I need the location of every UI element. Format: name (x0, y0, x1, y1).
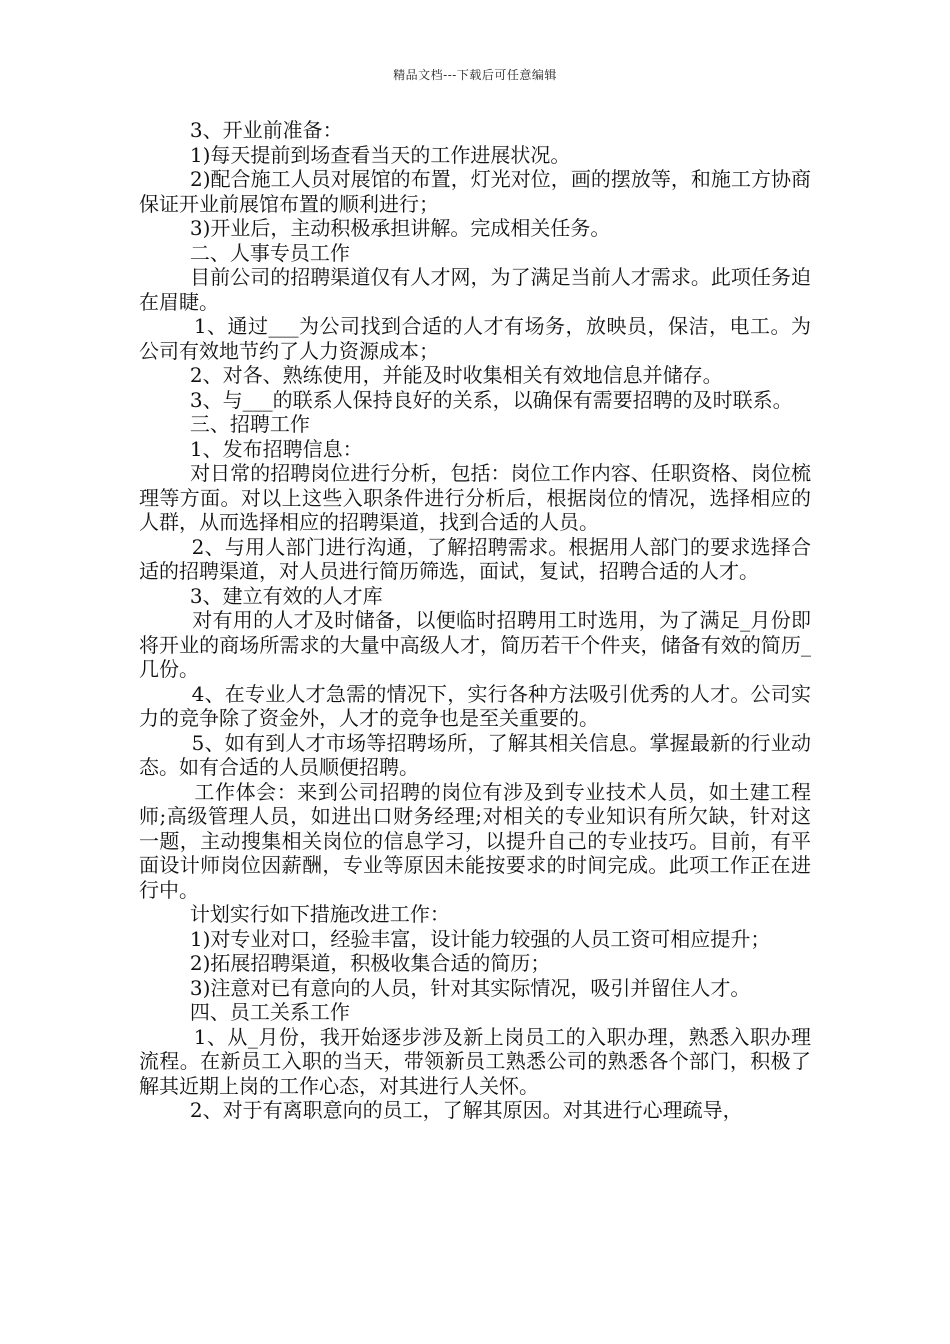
document-body (139, 118, 811, 1123)
paragraph: 1)对专业对口，经验丰富，设计能力较强的人员工资可相应提升； (139, 926, 771, 951)
paragraph: 1)每天提前到场查看当天的工作进展状况。 (139, 142, 571, 167)
section-heading: 三、招聘工作 (139, 412, 310, 436)
paragraph: 2、与用人部门进行沟通，了解招聘需求。根据用人部门的要求选择合适的招聘渠道，对人员进行简历筛选，面试，复试，招聘合适的人才。 (139, 534, 811, 583)
paragraph: 对有用的人才及时储备，以便临时招聘用工时选用，为了满足_月份即将开业的商场所需求的大量中高级人才，简历若干个件夹，储备有效的简历_几份。 (139, 608, 811, 681)
paragraph: 工作体会：来到公司招聘的岗位有涉及到专业技术人员，如土建工程师;高级管理人员，如进出口财务经理;对相关的专业知识有所欠缺，针对这一题，主动搜集相关岗位的信息学习，以提升自己的专业技巧。目前，有平面设计师岗位因薪酬，专业等原因未能按要求的时间完成。此项工作正在进行中。 (139, 779, 811, 902)
paragraph: 2)配合施工人员对展馆的布置，灯光对位，画的摆放等，和施工方协商保证开业前展馆布置的顺利进行； (139, 167, 811, 216)
paragraph: 2)拓展招聘渠道，积极收集合适的简历； (139, 951, 551, 975)
paragraph: 3)开业后，主动积极承担讲解。完成相关任务。 (139, 216, 611, 240)
paragraph: 目前公司的招聘渠道仅有人才网，为了满足当前人才需求。此项任务迫在眉睫。 (139, 265, 811, 314)
paragraph: 2、对各、熟练使用，并能及时收集相关有效地信息并储存。 (139, 363, 723, 387)
page-header: 精品文档---下载后可任意编辑 (393, 68, 557, 82)
paragraph: 5、如有到人才市场等招聘场所，了解其相关信息。掌握最新的行业动态。如有合适的人员顺便招聘。 (139, 730, 811, 779)
paragraph: 对日常的招聘岗位进行分析，包括：岗位工作内容、任职资格、岗位梳理等方面。对以上这些入职条件进行分析后，根据岗位的情况，选择相应的人群，从而选择相应的招聘渠道，找到合适的人员。 (139, 461, 811, 534)
paragraph: 1、从_月份，我开始逐步涉及新上岗员工的入职办理，熟悉入职办理流程。在新员工入职的当天，带领新员工熟悉公司的熟悉各个部门，积极了解其近期上岗的工作心态，对其进行人关怀。 (139, 1024, 811, 1098)
subheading: 1、发布招聘信息： (139, 436, 363, 461)
section-heading: 四、员工关系工作 (139, 1000, 350, 1024)
paragraph: 3、与___的联系人保持良好的关系，以确保有需要招聘的及时联系。 (139, 387, 793, 412)
paragraph: 2、对于有离职意向的员工，了解其原因。对其进行心理疏导， (139, 1098, 743, 1122)
paragraph: 计划实行如下措施改进工作： (139, 902, 450, 926)
paragraph: 3、开业前准备： (139, 118, 343, 142)
section-heading: 二、人事专员工作 (139, 240, 350, 265)
paragraph: 1、通过___为公司找到合适的人才有场务，放映员，保洁，电工。为公司有效地节约了人力资源成本； (139, 314, 811, 363)
paragraph: 3)注意对已有意向的人员，针对其实际情况，吸引并留住人才。 (139, 975, 751, 1000)
paragraph: 4、在专业人才急需的情况下，实行各种方法吸引优秀的人才。公司实力的竞争除了资金外，人才的竞争也是至关重要的。 (139, 681, 811, 730)
subheading: 3、建立有效的人才库 (139, 583, 383, 608)
